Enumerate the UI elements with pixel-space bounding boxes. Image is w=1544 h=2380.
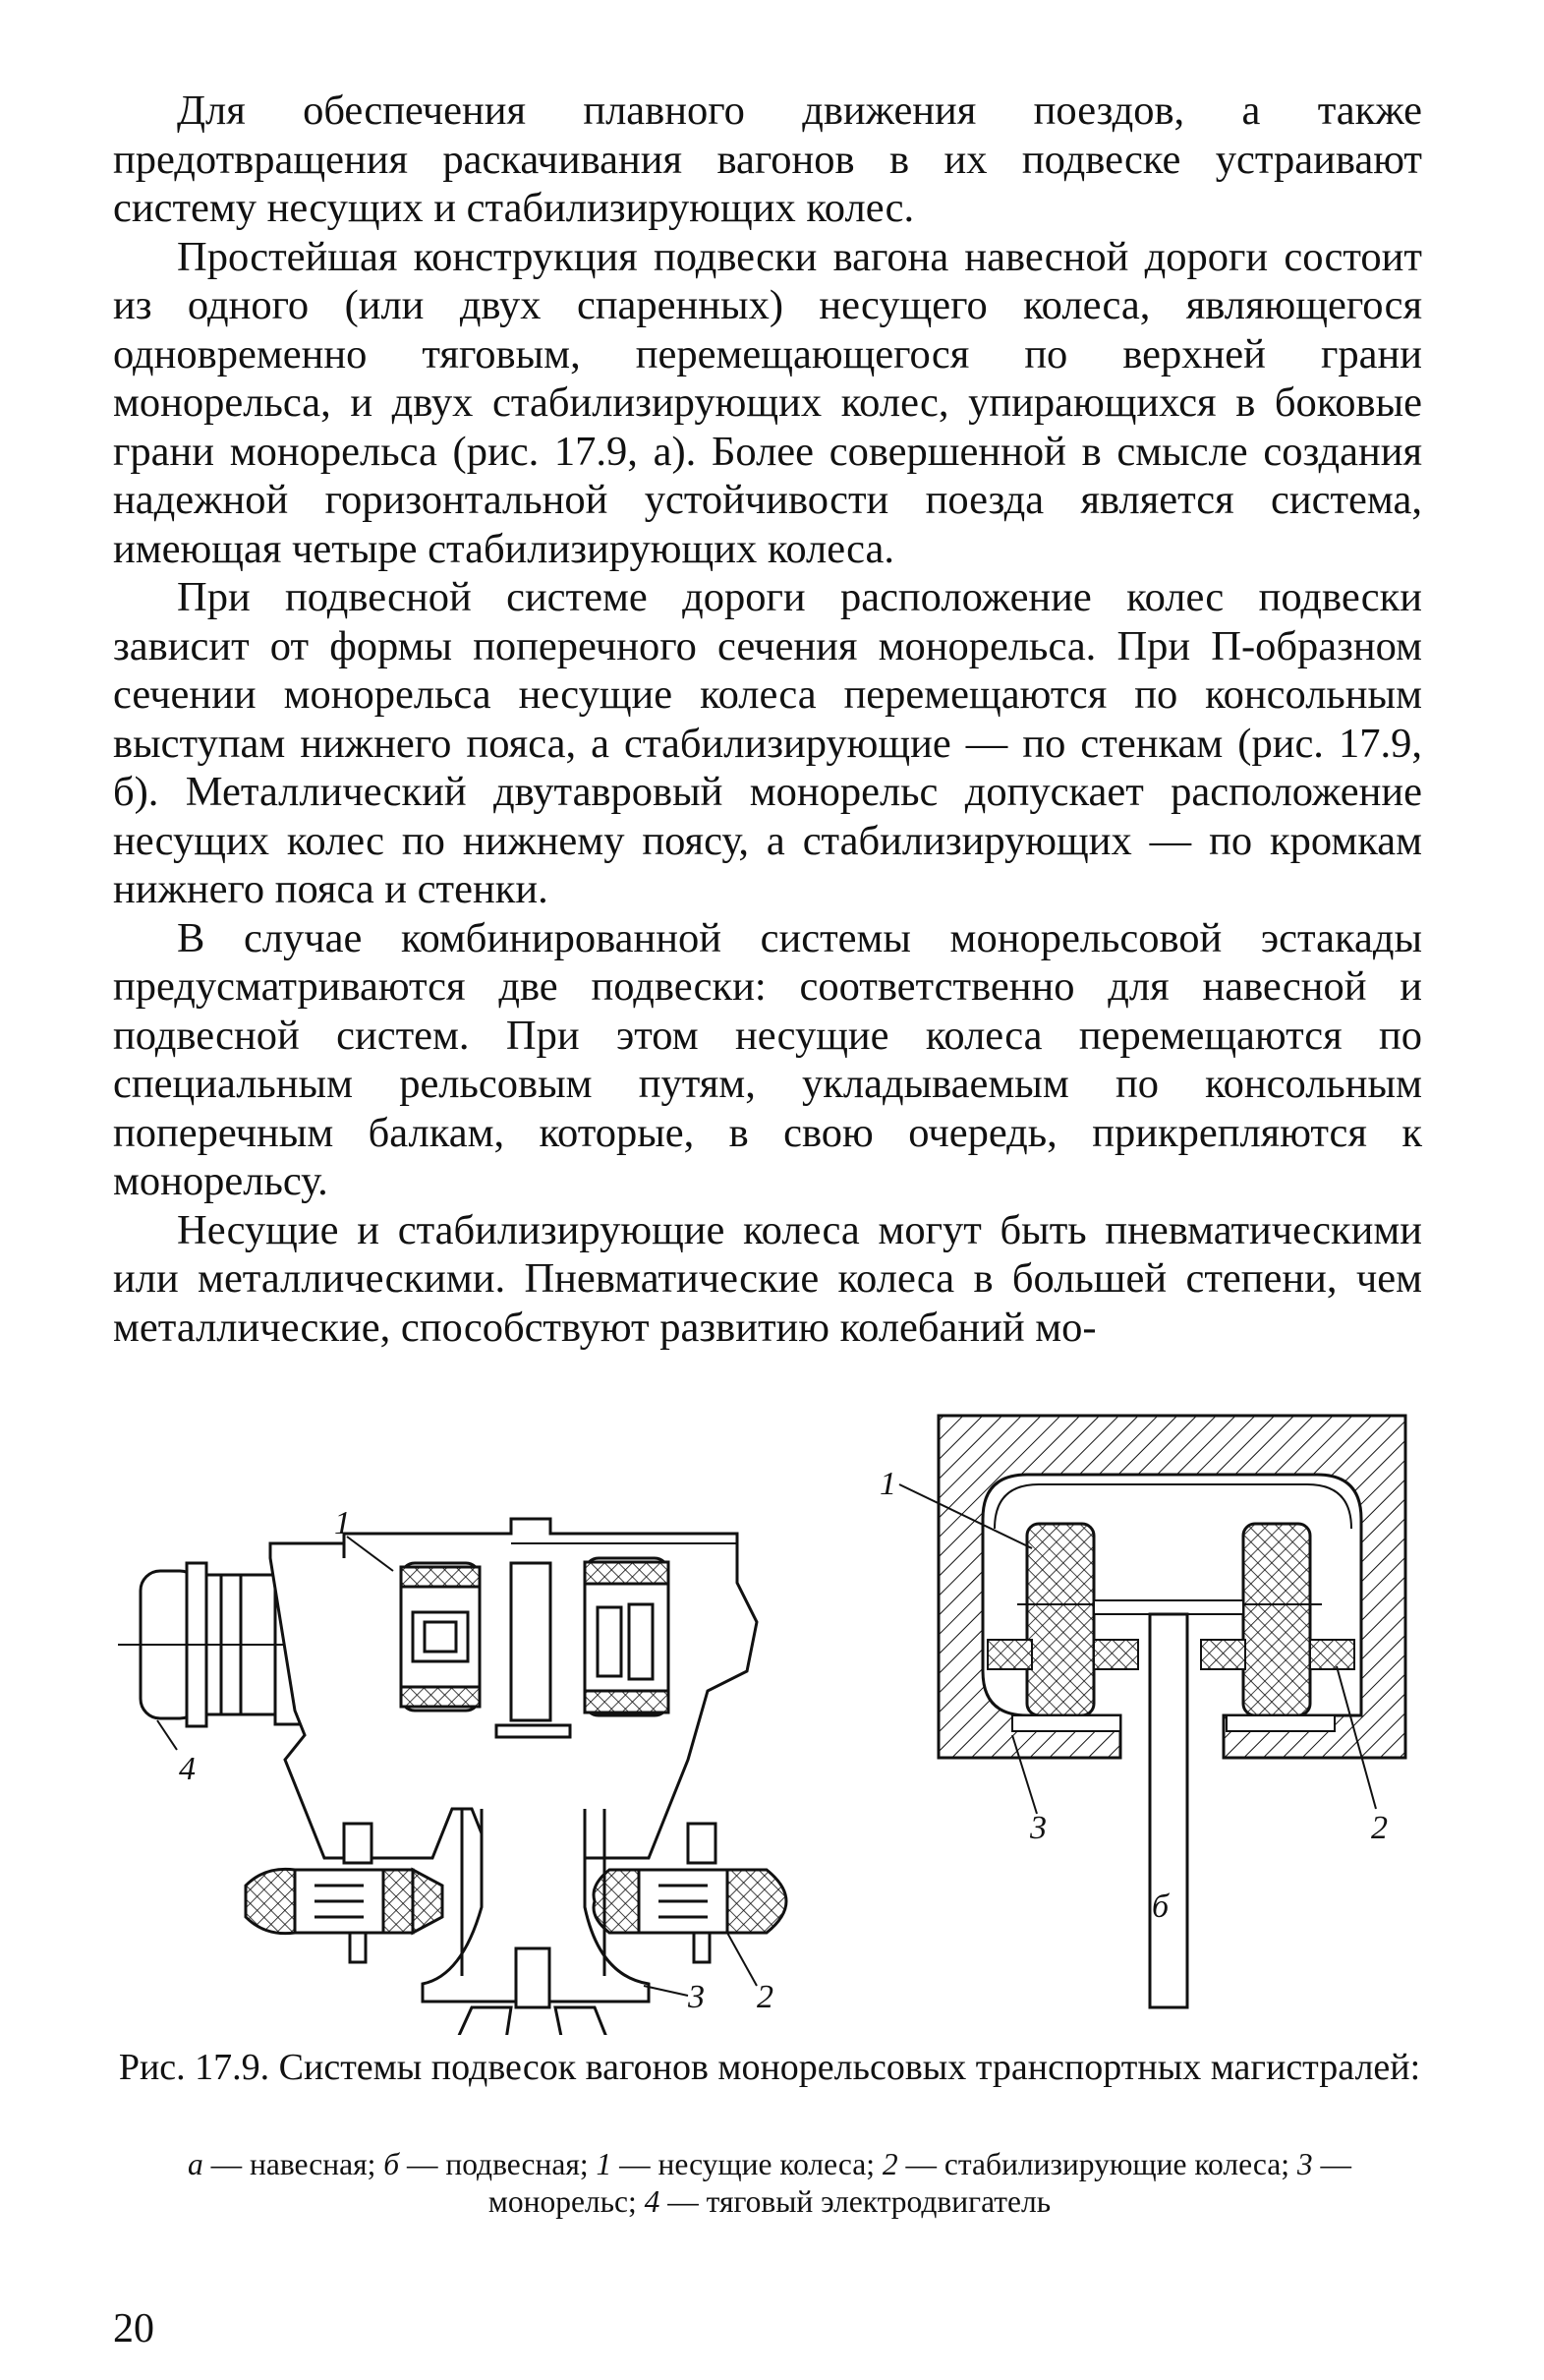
stabilizing-wheel	[988, 1640, 1032, 1669]
legend-key: 4	[644, 2184, 660, 2219]
paragraph: При подвесной системе дороги расположение колес подвески зависит от формы поперечного сечения монорельса. При П-образном сечении монорельса несущие колеса перемещаются по консольным выступам нижнего пояса, а стабилизирующие — по стенкам (рис. 17.9, б). Металлический двутавровый монорельс допускает расположение несущих колес по нижнему поясу, а стабилизирующих — по кромкам нижнего пояса и стенки.	[113, 574, 1422, 912]
figure-drawing	[0, 1347, 1544, 2035]
legend-key: 3	[1296, 2147, 1313, 2181]
legend-key: б	[383, 2147, 400, 2181]
callout-1: 1	[880, 1466, 896, 1502]
paragraph: Простейшая конструкция подвески вагона навесной дороги состоит из одного (или двух спаренных) несущего колеса, являющегося одновременно тяговым, перемещающегося по верхней грани монорельса, и двух стабилизирующих колес, упирающихся в боковые грани монорельса (рис. 17.9, а). Более совершенной в смысле создания надежной горизонтальной устойчивости поезда является система, имеющая четыре стабилизирующих колеса.	[113, 233, 1422, 572]
callout-3: 3	[1030, 1810, 1047, 1846]
legend-key: а	[188, 2147, 203, 2181]
carrying-wheel	[585, 1558, 668, 1715]
suspension-drawing-a	[118, 1519, 786, 2035]
legend-key: 1	[596, 2147, 612, 2181]
legend-text: — несущие колеса;	[611, 2147, 883, 2181]
sublabel-b: б	[1152, 1888, 1170, 1925]
stabilizing-wheel	[594, 1870, 786, 1933]
stabilizing-wheel	[246, 1869, 442, 1933]
page-number: 20	[113, 2306, 154, 2351]
paragraph: Для обеспечения плавного движения поездов, а также предотвращения раскачивания вагонов в их подвеске устраивают систему несущих и стабилизирующих колес.	[113, 87, 1422, 231]
figure-legend	[116, 2146, 1423, 2221]
paragraph: В случае комбинированной системы монорельсовой эстакады предусматриваются две подвески: соответственно для навесной и подвесной систем. При этом несущие колеса перемещаются по специальным рельсовым путям, укладываемым по консольным поперечным балкам, которые, в свою очередь, прикрепляются к монорельсу.	[113, 914, 1422, 1204]
legend-text: — стабилизирующие колеса;	[897, 2147, 1297, 2181]
carrying-wheel	[1027, 1524, 1094, 1715]
figure-17-9	[0, 1347, 1544, 2035]
legend-key: 2	[882, 2147, 898, 2181]
legend-text: — монорельс;	[487, 2147, 1351, 2219]
callout-3: 3	[688, 1979, 705, 2015]
body-text	[113, 87, 1422, 1352]
paragraph: Несущие и стабилизирующие колеса могут быть пневматическими или металлическими. Пневматические колеса в большей степени, чем металлические, способствуют развитию колебаний мо-	[113, 1206, 1422, 1351]
legend-text: — тяговый электродвигатель	[659, 2184, 1052, 2219]
stabilizing-wheel	[1201, 1640, 1245, 1669]
carrying-wheel	[1243, 1524, 1310, 1715]
carrying-wheel	[401, 1563, 480, 1711]
stabilizing-wheel	[1094, 1640, 1138, 1669]
stabilizing-wheel	[1310, 1640, 1354, 1669]
suspension-drawing-b	[939, 1416, 1405, 2007]
callout-2: 2	[1371, 1810, 1388, 1846]
legend-text: — подвесная;	[399, 2147, 597, 2181]
callout-1: 1	[334, 1505, 351, 1541]
figure-caption-title: Рис. 17.9. Системы подвесок вагонов монорельсовых транспортных магистралей:	[118, 2047, 1421, 2088]
callout-2: 2	[757, 1979, 773, 2015]
legend-text: — навесная;	[202, 2147, 384, 2181]
callout-4: 4	[179, 1751, 196, 1787]
